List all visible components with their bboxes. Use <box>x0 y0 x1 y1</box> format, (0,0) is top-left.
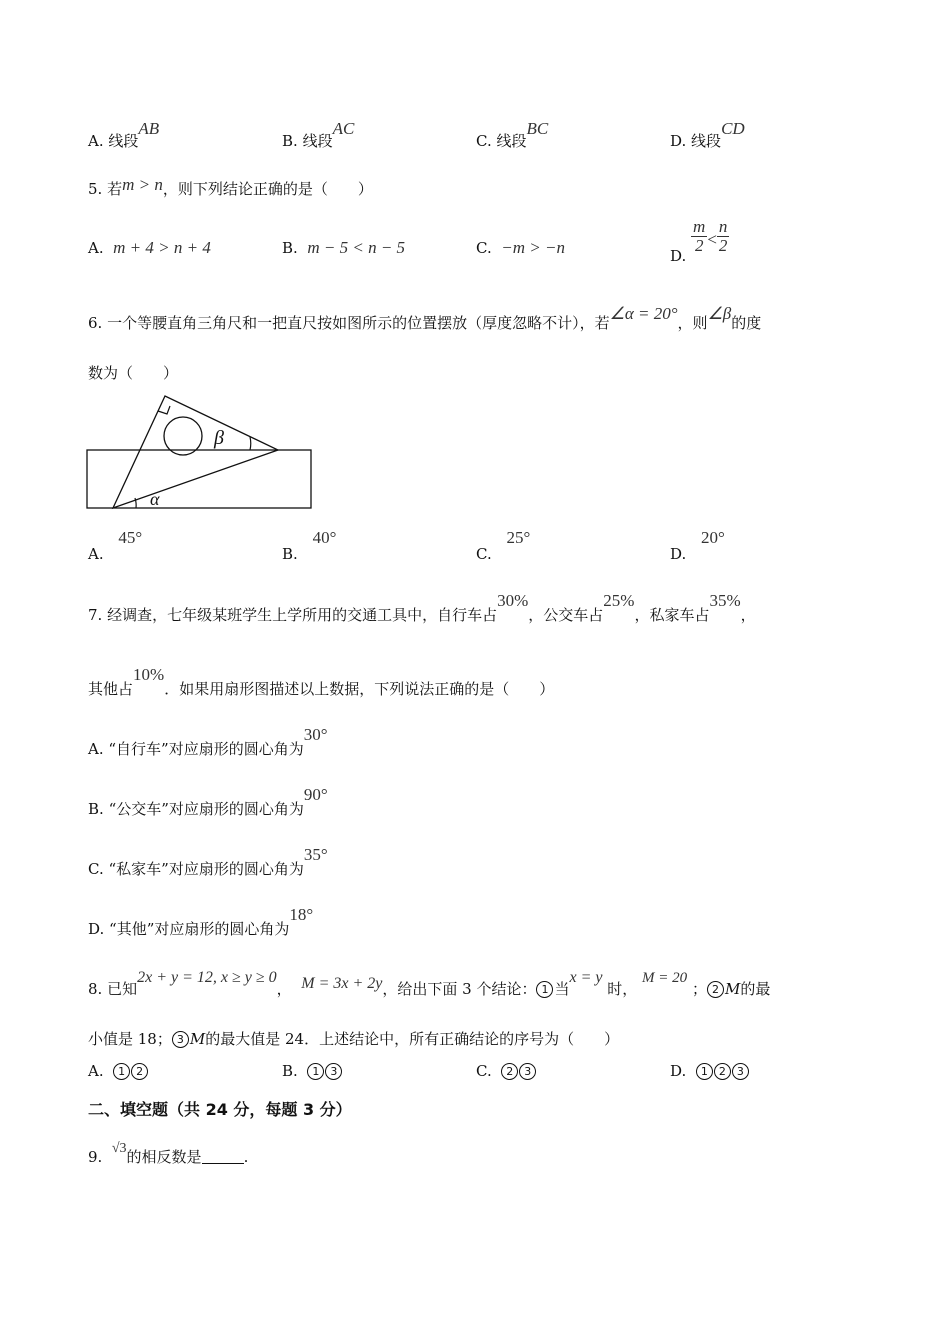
q8-stem-line2: 小值是 18； 3 M的最大值是 24．上述结论中，所有正确结论的序号为（ ） <box>88 1030 620 1048</box>
circled-number: 3 <box>172 1031 189 1048</box>
q5-stem: 5. 若m > n，则下列结论正确的是（ ） <box>88 175 373 198</box>
q5-option-d: D. $\frac{m}{2}$ < $\frac{n}{2}$ <box>670 217 728 265</box>
alpha-arc <box>135 498 136 508</box>
q8-option-c: C. 2 3 <box>476 1062 537 1080</box>
q6-stem-line1: 6. 一个等腰直角三角尺和一把直尺按如图所示的位置摆放（厚度忽略不计），若∠α = 20°，则∠β的度 <box>88 304 762 332</box>
q6-option-a: A. 45° <box>88 528 143 563</box>
q4-option-c: C. 线段BC <box>476 119 549 150</box>
ruler-rectangle <box>87 450 311 508</box>
fraction-n-over-2: $\frac{n}{2}$ <box>718 217 728 255</box>
q8-option-b: B. 1 3 <box>282 1062 343 1080</box>
beta-label: β <box>214 427 224 449</box>
answer-blank[interactable] <box>202 1149 244 1164</box>
q6-option-c: C. 25° <box>476 528 531 563</box>
q7-stem-line1: 7. 经调查，七年级某班学生上学所用的交通工具中，自行车占30%，公交车占25%，私家车占35%， <box>88 591 756 624</box>
q7-option-b: B. “公交车”对应扇形的圆心角为90° <box>88 785 328 818</box>
right-triangle <box>113 396 278 508</box>
q6-option-d: D. 20° <box>670 528 725 563</box>
circled-number: 2 <box>707 981 724 998</box>
beta-arc <box>250 437 251 450</box>
fraction-m-over-2: $\frac{m}{2}$ <box>693 217 706 255</box>
q8-option-a: A. 1 2 <box>88 1062 149 1080</box>
triangle-hole-circle <box>164 417 202 455</box>
q4-option-a: A. 线段AB <box>88 119 160 150</box>
q9-stem: 9. √3的相反数是 . <box>88 1141 249 1166</box>
q5-option-b: B. m − 5 < n − 5 <box>282 238 406 257</box>
q6-stem-line2: 数为（ ） <box>88 364 179 382</box>
q4-option-b: B. 线段AC <box>282 119 355 150</box>
q6-option-b: B. 40° <box>282 528 337 563</box>
q8-stem-line1: 8. 已知2x + y = 12, x ≥ y ≥ 0， M = 3x + 2y，给出下面 3 个结论： 1 当x = y 时， M = 20 ； 2 M的最 <box>88 969 771 998</box>
circled-number: 1 <box>536 981 553 998</box>
ruler-triangle-figure <box>84 392 316 516</box>
q7-stem-line2: 其他占10%．如果用扇形图描述以上数据，下列说法正确的是（ ） <box>88 665 555 698</box>
q7-option-a: A. “自行车”对应扇形的圆心角为30° <box>88 725 328 758</box>
q5-option-c: C. −m > −n <box>476 238 565 257</box>
alpha-label: α <box>150 489 160 509</box>
q5-option-a: A. m + 4 > n + 4 <box>88 238 211 257</box>
q7-option-c: C. “私家车”对应扇形的圆心角为35° <box>88 845 328 878</box>
section-title: 二、填空题（共 24 分，每题 3 分） <box>88 1100 352 1119</box>
q4-option-d: D. 线段CD <box>670 119 745 150</box>
q7-option-d: D. “其他”对应扇形的圆心角为18° <box>88 905 314 938</box>
q8-option-d: D. 1 2 3 <box>670 1062 750 1080</box>
